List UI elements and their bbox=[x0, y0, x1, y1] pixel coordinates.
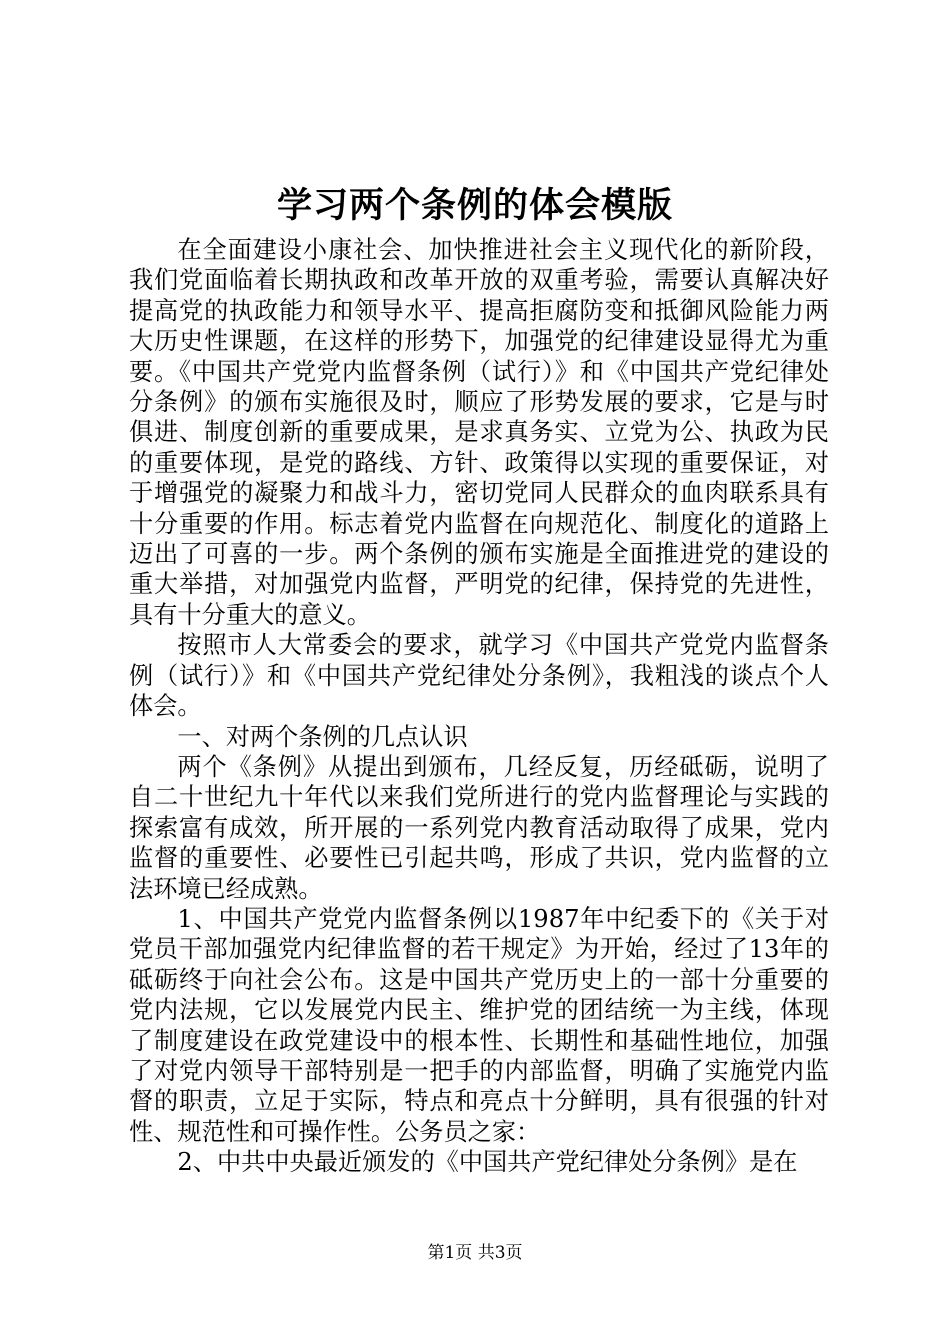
paragraph-point-1: 1、中国共产党党内监督条例以1987年中纪委下的《关于对党员干部加强党内纪律监督的若干规定》为开始，经过了13年的砥砺终于向社会公布。这是中国共产党历史上的一部十分重要的党内法规，它以发展党内民主、维护党的团结统一为主线，体现了制度建设在政党建设中的根本性、长期性和基础性地位，加强了对党内领导干部特别是一把手的内部监督，明确了实施党内监督的职责，立足于实际，特点和亮点十分鲜明，具有很强的针对性、规范性和可操作性。公务员之家： bbox=[129, 904, 829, 1146]
document-title: 学习两个条例的体会模版 bbox=[276, 185, 673, 226]
document-body bbox=[129, 235, 829, 1178]
paragraph-understanding: 两个《条例》从提出到颁布，几经反复，历经砥砺，说明了自二十世纪九十年代以来我们党所进行的党内监督理论与实践的探索富有成效，所开展的一系列党内教育活动取得了成果，党内监督的重要性、必要性已引起共鸣，形成了共识，党内监督的立法环境已经成熟。 bbox=[129, 752, 829, 903]
paragraph-intro: 在全面建设小康社会、加快推进社会主义现代化的新阶段，我们党面临着长期执政和改革开放的双重考验，需要认真解决好提高党的执政能力和领导水平、提高拒腐防变和抵御风险能力两大历史性课题，在这样的形势下，加强党的纪律建设显得尤为重要。《中国共产党党内监督条例（试行）》和《中国共产党纪律处分条例》的颁布实施很及时，顺应了形势发展的要求，它是与时俱进、制度创新的重要成果，是求真务实、立党为公、执政为民的重要体现，是党的路线、方针、政策得以实现的重要保证，对于增强党的凝聚力和战斗力，密切党同人民群众的血肉联系具有十分重要的作用。标志着党内监督在向规范化、制度化的道路上迈出了可喜的一步。两个条例的颁布实施是全面推进党的建设的重大举措，对加强党内监督，严明党的纪律，保持党的先进性，具有十分重大的意义。 bbox=[129, 236, 829, 629]
paragraph-purpose: 按照市人大常委会的要求，就学习《中国共产党党内监督条例（试行）》和《中国共产党纪律处分条例》，我粗浅的谈点个人体会。 bbox=[129, 631, 829, 721]
paragraph-point-2: 2、中共中央最近颁发的《中国共产党纪律处分条例》是在 bbox=[177, 1148, 798, 1177]
section-heading-1: 一、对两个条例的几点认识 bbox=[177, 722, 468, 751]
page-number: 第1页 共3页 bbox=[427, 1243, 523, 1263]
